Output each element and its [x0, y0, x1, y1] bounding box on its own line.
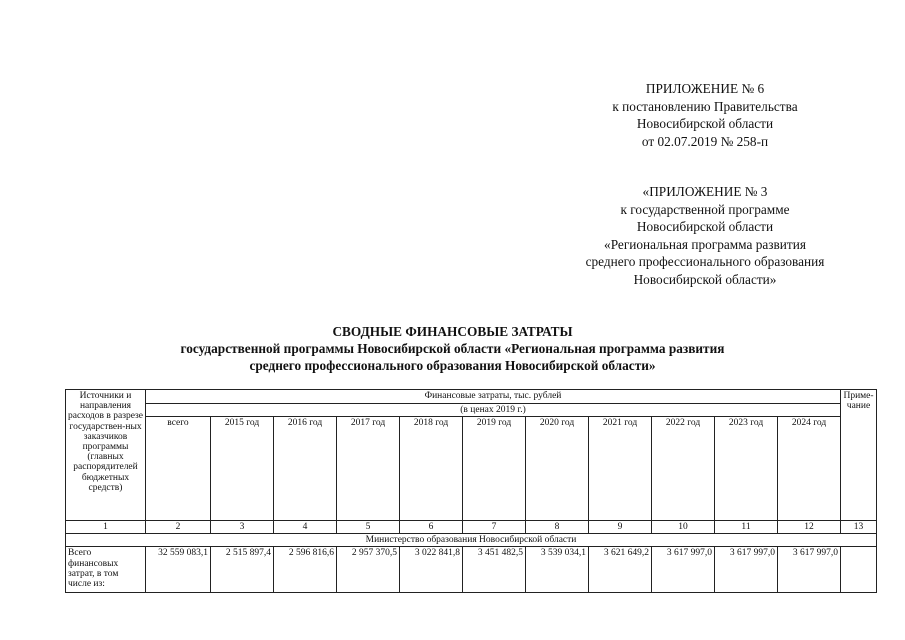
- row-label: Всего финансовых затрат, в том числе из:: [66, 547, 146, 593]
- column-number: 5: [337, 521, 400, 534]
- title-line: СВОДНЫЕ ФИНАНСОВЫЕ ЗАТРАТЫ: [332, 324, 573, 339]
- header-row-1: [66, 390, 877, 404]
- appendix-3-line: «Региональная программа развития: [604, 236, 806, 252]
- appendix-3-line: Новосибирской области»: [633, 271, 777, 287]
- column-number: 12: [778, 521, 841, 534]
- column-header: всего: [146, 417, 211, 521]
- value-cell: 3 539 034,1: [526, 547, 589, 593]
- column-header: 2017 год: [337, 417, 400, 521]
- value-cell: 3 022 841,8: [400, 547, 463, 593]
- value-cell: 2 957 370,5: [337, 547, 400, 593]
- column-header: 2020 год: [526, 417, 589, 521]
- ministry-label: Министерство образования Новосибирской области: [66, 534, 877, 547]
- column-number: 3: [211, 521, 274, 534]
- appendix-3-line: Новосибирской области: [636, 219, 774, 234]
- column-header: 2015 год: [211, 417, 274, 521]
- prices-header: (в ценах 2019 г.): [146, 403, 841, 417]
- column-header: 2022 год: [652, 417, 715, 521]
- value-cell: 3 621 649,2: [589, 547, 652, 593]
- appendix-3-line: к государственной программе: [620, 201, 790, 217]
- financial-costs-table: [65, 389, 877, 593]
- column-number: 11: [715, 521, 778, 534]
- appendix-6-line: ПРИЛОЖЕНИЕ № 6: [645, 81, 765, 96]
- column-header: 2019 год: [463, 417, 526, 521]
- header-row-3: [66, 417, 877, 521]
- source-header: Источники и направления расходов в разрезе государствен-ных заказчиков программы (главных распорядителей бюджетных средств): [66, 390, 146, 521]
- value-cell: 2 515 897,4: [211, 547, 274, 593]
- column-header: 2016 год: [274, 417, 337, 521]
- appendix-6-line: Новосибирской области: [636, 116, 774, 131]
- table-row: [66, 547, 877, 593]
- column-number: 2: [146, 521, 211, 534]
- value-cell: 3 617 997,0: [778, 547, 841, 593]
- column-header: 2024 год: [778, 417, 841, 521]
- title-line: среднего профессионального образования Новосибирской области»: [249, 358, 656, 373]
- costs-header: Финансовые затраты, тыс. рублей: [146, 390, 841, 404]
- column-header: 2018 год: [400, 417, 463, 521]
- appendix-3-header: [555, 183, 855, 288]
- appendix-6-header: [590, 80, 820, 150]
- appendix-6-line: от 02.07.2019 № 258-п: [641, 133, 769, 149]
- column-number: 9: [589, 521, 652, 534]
- column-number-row: [66, 521, 877, 534]
- column-number: 10: [652, 521, 715, 534]
- value-cell: 32 559 083,1: [146, 547, 211, 593]
- appendix-6-line: к постановлению Правительства: [612, 98, 798, 114]
- column-number: 8: [526, 521, 589, 534]
- column-number: 13: [841, 521, 877, 534]
- column-number: 7: [463, 521, 526, 534]
- value-cell: 2 596 816,6: [274, 547, 337, 593]
- value-cell: 3 451 482,5: [463, 547, 526, 593]
- column-number: 6: [400, 521, 463, 534]
- document-title: [0, 323, 905, 374]
- column-header: 2023 год: [715, 417, 778, 521]
- appendix-3-line: «ПРИЛОЖЕНИЕ № 3: [642, 184, 768, 199]
- note-cell: [841, 547, 877, 593]
- column-number: 4: [274, 521, 337, 534]
- appendix-3-line: среднего профессионального образования: [585, 254, 825, 269]
- title-line: государственной программы Новосибирской области «Региональная программа развития: [180, 341, 725, 356]
- header-row-2: [66, 403, 877, 417]
- ministry-row: [66, 534, 877, 547]
- column-header: 2021 год: [589, 417, 652, 521]
- note-header: Приме-чание: [841, 390, 877, 521]
- value-cell: 3 617 997,0: [652, 547, 715, 593]
- column-number: 1: [66, 521, 146, 534]
- value-cell: 3 617 997,0: [715, 547, 778, 593]
